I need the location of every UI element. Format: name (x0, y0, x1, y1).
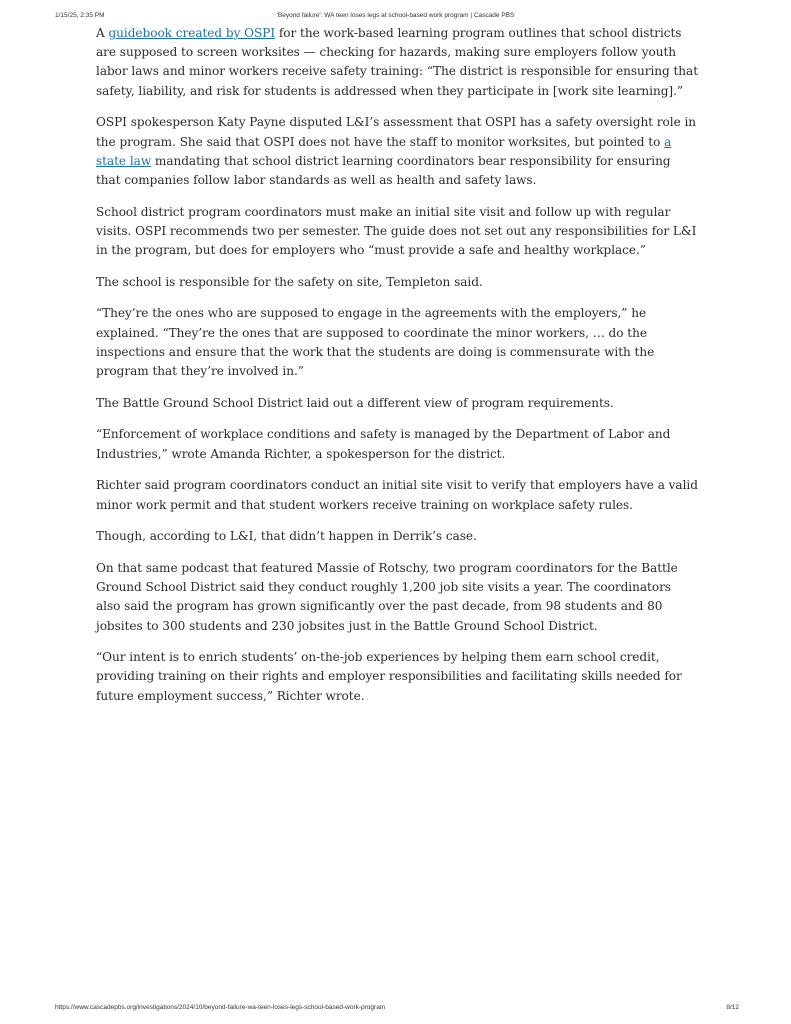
print-url: https://www.cascadepbs.org/investigations/2024/10/beyond-failure-wa-teen-loses-legs-school-based-work-program (55, 1004, 386, 1011)
paragraph-text: mandating that school district learning coordinators bear responsibility for ensuring that companies follow labor standards as well as health and safety laws. (96, 153, 671, 187)
page-number: 8/12 (726, 1004, 739, 1011)
article-paragraph: The Battle Ground School District laid out a different view of program requirements. (96, 395, 614, 410)
paragraph-text: for the work-based learning program outlines that school districts are supposed to screen worksites — checking for hazards, making sure employers follow youth labor laws and minor workers receive safety training: “The district is responsible for ensuring that safety, liability, and risk for students is addressed when they participate in [work site learning].” (96, 26, 699, 98)
article-paragraph: “Enforcement of workplace conditions and safety is managed by the Department of Labor and Industries,” wrote Amanda Richter, a spokesperson for the district. (96, 427, 671, 461)
article-paragraph: School district program coordinators must make an initial site visit and follow up with regular visits. OSPI recommends two per semester. The guide does not set out any responsibilities for L&I in the program, but does for employers who “must provide a safe and healthy workplace.” (96, 204, 697, 258)
guidebook-link[interactable]: guidebook created by OSPI (108, 26, 276, 40)
article-paragraph (96, 113, 698, 190)
article-paragraph: On that same podcast that featured Massie of Rotschy, two program coordinators for the Battle Ground School District said they conduct roughly 1,200 job site visits a year. The coordinators also said the program has grown significantly over the past decade, from 98 students and 80 jobsites to 300 students and 230 jobsites just in the Battle Ground School District. (96, 560, 678, 633)
state-law-link[interactable]: a state law (96, 134, 672, 168)
article-paragraph: “They’re the ones who are supposed to engage in the agreements with the employers,” he explained. “They’re the ones that are supposed to coordinate the minor workers, … do the inspections and ensure that the work that the students are doing is commensurate with the program that they’re involved in.” (96, 306, 655, 379)
article-body (96, 24, 698, 718)
article-paragraph: “Our intent is to enrich students’ on-the-job experiences by helping them earn school credit, providing training on their rights and employer responsibilities and facilitating skills needed for future employment success,” Richter wrote. (96, 650, 682, 703)
print-document-title: 'Beyond failure': WA teen loses legs at school-based work program | Cascade PBS (276, 12, 515, 19)
article-paragraph: The school is responsible for the safety on site, Templeton said. (96, 274, 483, 289)
paragraph-text: A (96, 26, 109, 40)
paragraph-text: OSPI spokesperson Katy Payne disputed L&I’s assessment that OSPI has a safety oversight role in the program. She said that OSPI does not have the staff to monitor worksites, but pointed to (96, 115, 697, 149)
article-paragraph: Though, according to L&I, that didn’t happen in Derrik’s case. (96, 529, 477, 544)
article-paragraph (96, 24, 698, 101)
article-paragraph: Richter said program coordinators conduct an initial site visit to verify that employers have a valid minor work permit and that student workers receive training on workplace safety rules. (96, 478, 698, 512)
print-datetime: 1/15/25, 2:35 PM (55, 12, 105, 19)
